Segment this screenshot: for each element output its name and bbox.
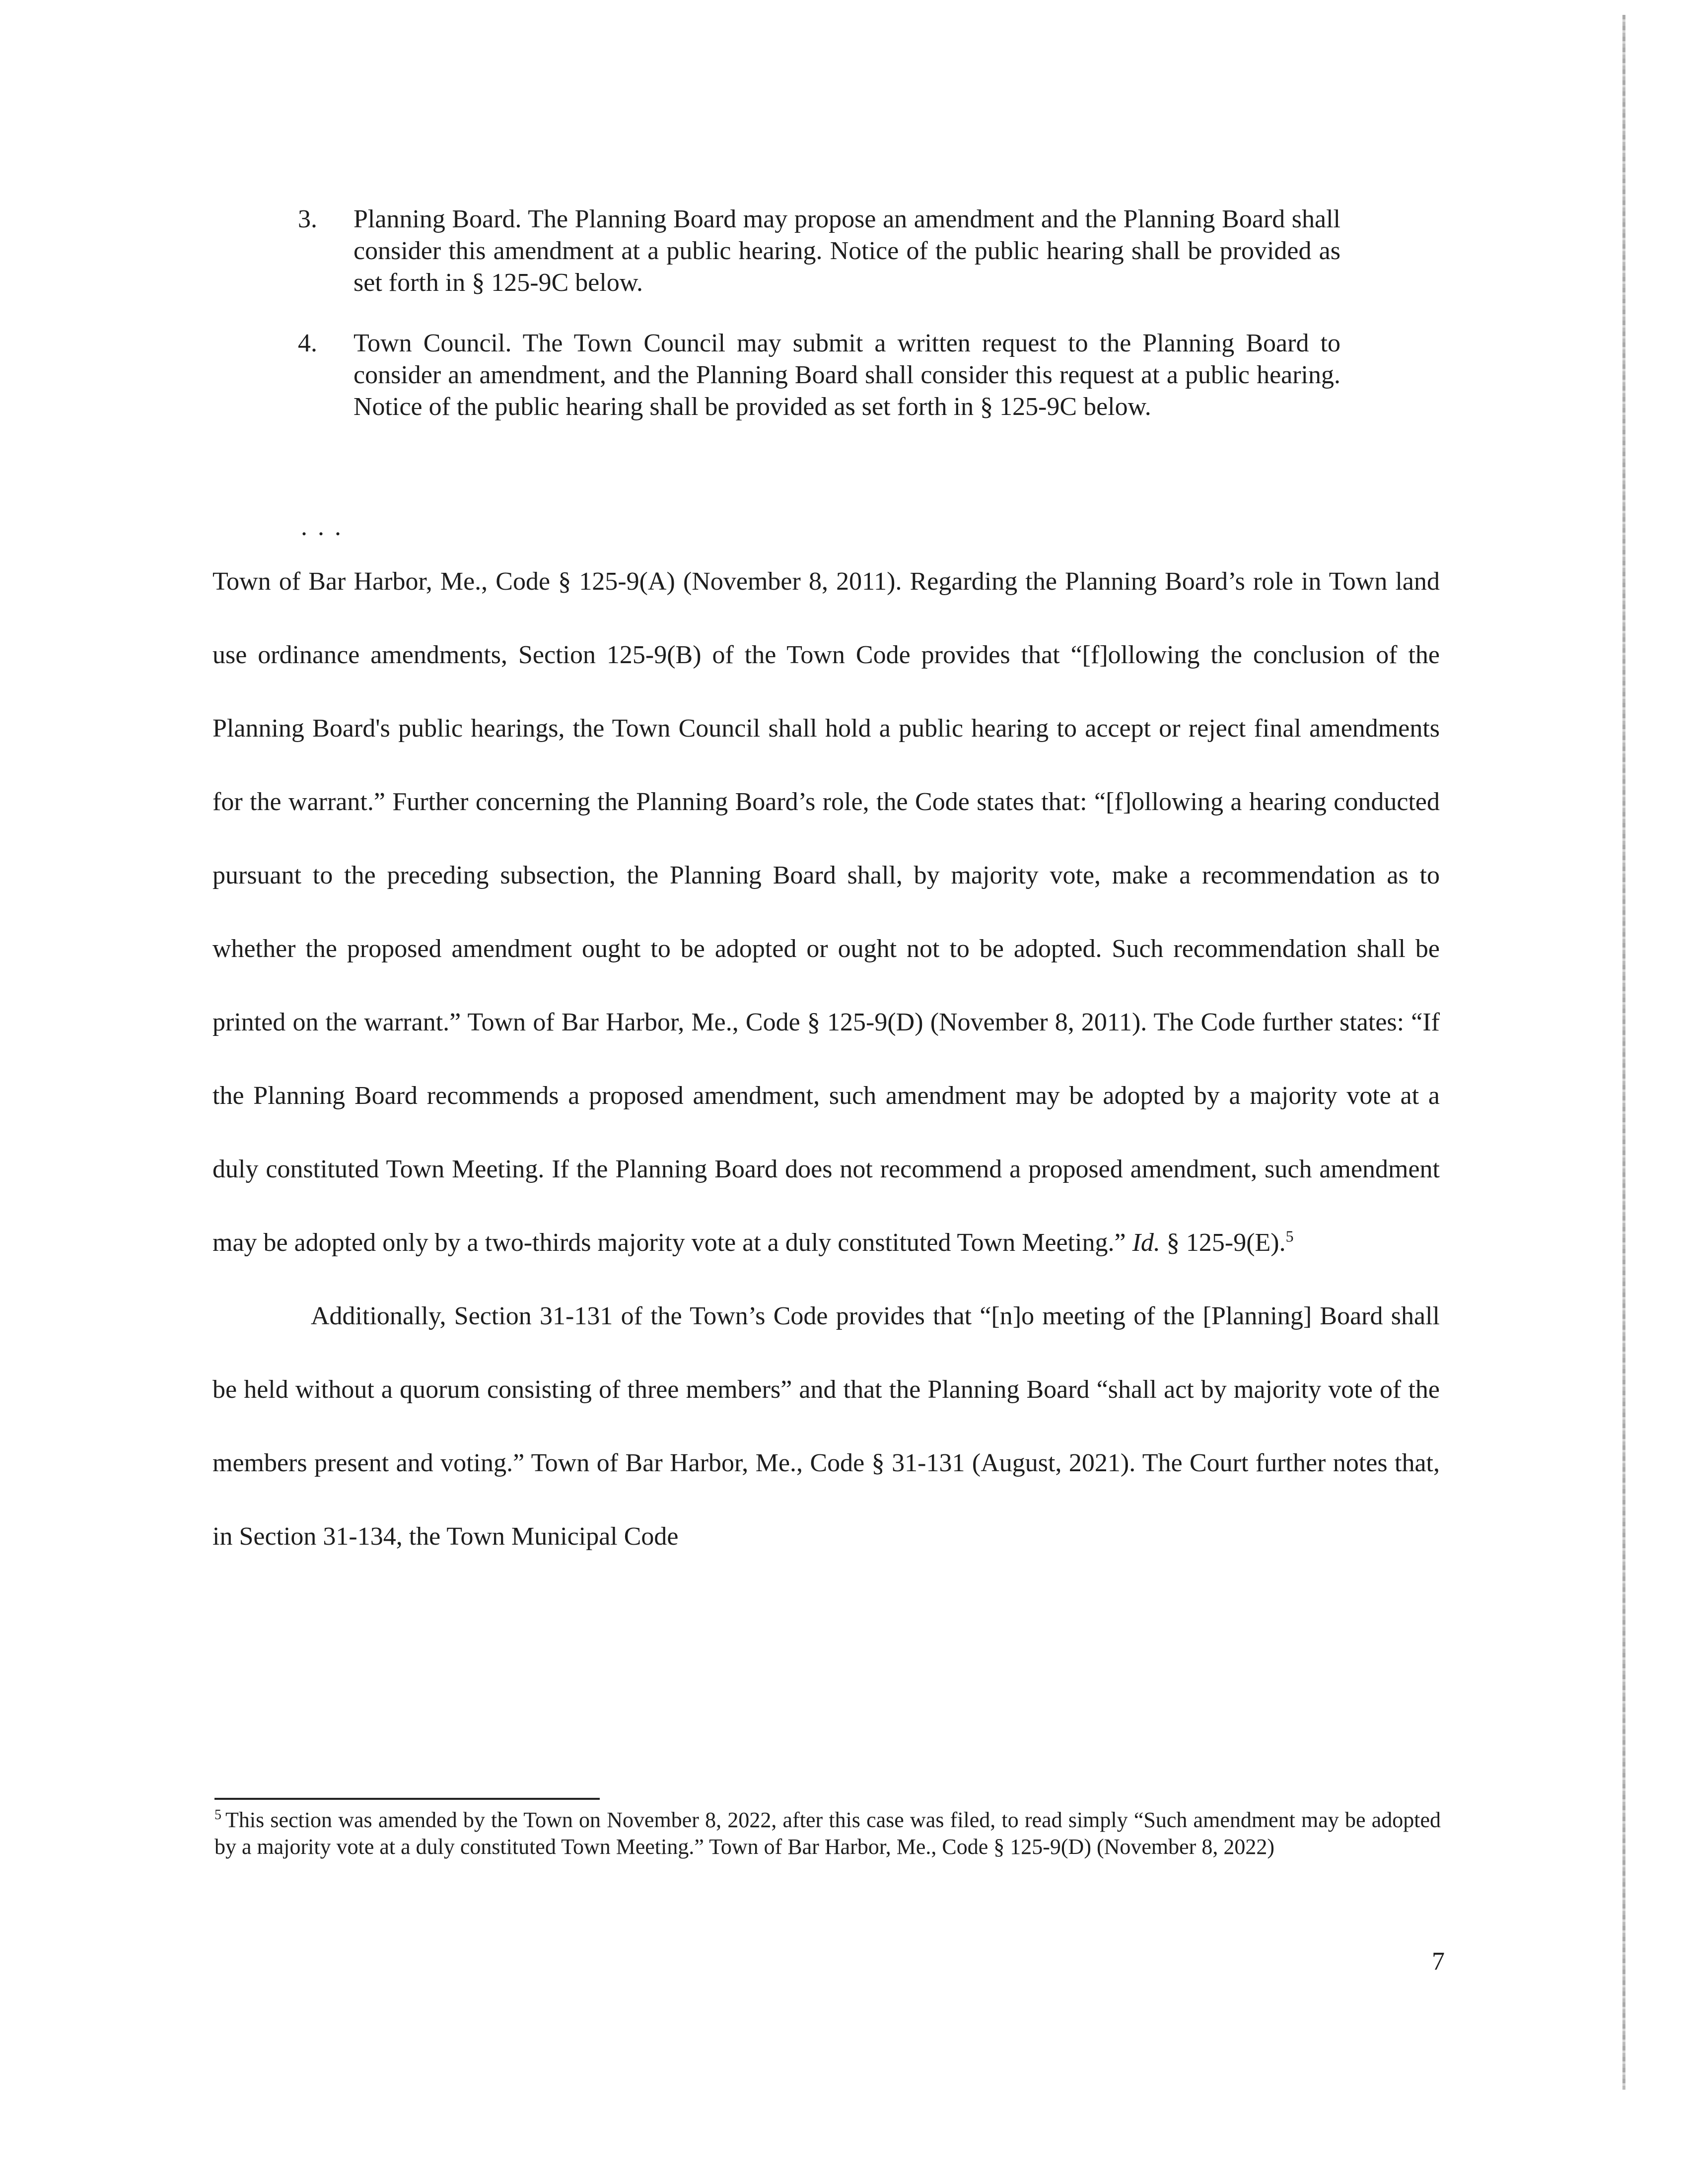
scanned-page-edge — [1622, 15, 1625, 2090]
list-item-number: 3. — [298, 205, 317, 233]
footnote-text: This section was amended by the Town on November 8, 2022, after this case was filed, to read simply “Such amendment may be adopted by a majority vote at a duly constituted Town Meeting.” Town of Bar Harbor, Me., Code § 125-9(D) (November 8, 2022) — [214, 1808, 1441, 1859]
footnote — [214, 1807, 1441, 1860]
body-paragraph-1 — [212, 545, 1440, 1280]
citation-id: Id. — [1132, 1228, 1160, 1257]
page-number: 7 — [1432, 1947, 1445, 1976]
body-paragraph-2: Additionally, Section 31-131 of the Town’s Code provides that “[n]o meeting of the [Planning] Board shall be held without a quorum consisting of three members” and that the Planning Board “shall act by majority vote of the members present and voting.” Town of Bar Harbor, Me., Code § 31-131 (August, 2021). The Court further notes that, in Section 31-134, the Town Municipal Code — [212, 1302, 1440, 1551]
list-item — [298, 328, 1340, 423]
footnote-reference[interactable]: 5 — [1285, 1227, 1294, 1245]
list-item-text: Planning Board. The Planning Board may propose an amendment and the Planning Board shall consider this amendment at a public hearing. Notice of the public hearing shall be provided as set forth in § 125-9C below. — [353, 205, 1340, 297]
list-item-number: 4. — [298, 329, 317, 357]
list-item-text: Town Council. The Town Council may submit a written request to the Planning Board to consider an amendment, and the Planning Board shall consider this request at a public hearing. Notice of the public hearing shall be provided as set forth in § 125-9C below. — [353, 329, 1340, 421]
body-text — [212, 545, 1440, 1573]
footnote-number: 5 — [214, 1807, 221, 1823]
quoted-code-list — [298, 204, 1340, 423]
omission-ellipsis: . . . — [301, 513, 343, 541]
footnote-divider — [214, 1798, 600, 1800]
list-item — [298, 204, 1340, 299]
paragraph-text: Town of Bar Harbor, Me., Code § 125-9(A) (November 8, 2011). Regarding the Planning Board’s role in Town land use ordinance amendments, Section 125-9(B) of the Town Code provides that “[f]ollowing the conclusion of the Planning Board's public hearings, the Town Council shall hold a public hearing to accept or reject final amendments for the warrant.” Further concerning the Planning Board’s role, the Code states that: “[f]ollowing a hearing conducted pursuant to the preceding subsection, the Planning Board shall, by majority vote, make a recommendation as to whether the proposed amendment ought to be adopted or ought not to be adopted. Such recommendation shall be printed on the warrant.” Town of Bar Harbor, Me., Code § 125-9(D) (November 8, 2011). The Code further states: “If the Planning Board recommends a proposed amendment, such amendment may be adopted by a majority vote at a duly constituted Town Meeting. If the Planning Board does not recommend a proposed amendment, such amendment may be adopted only by a two-thirds majority vote at a duly constituted Town Meeting.” — [212, 567, 1440, 1257]
paragraph-text-end: § 125-9(E). — [1160, 1228, 1286, 1257]
